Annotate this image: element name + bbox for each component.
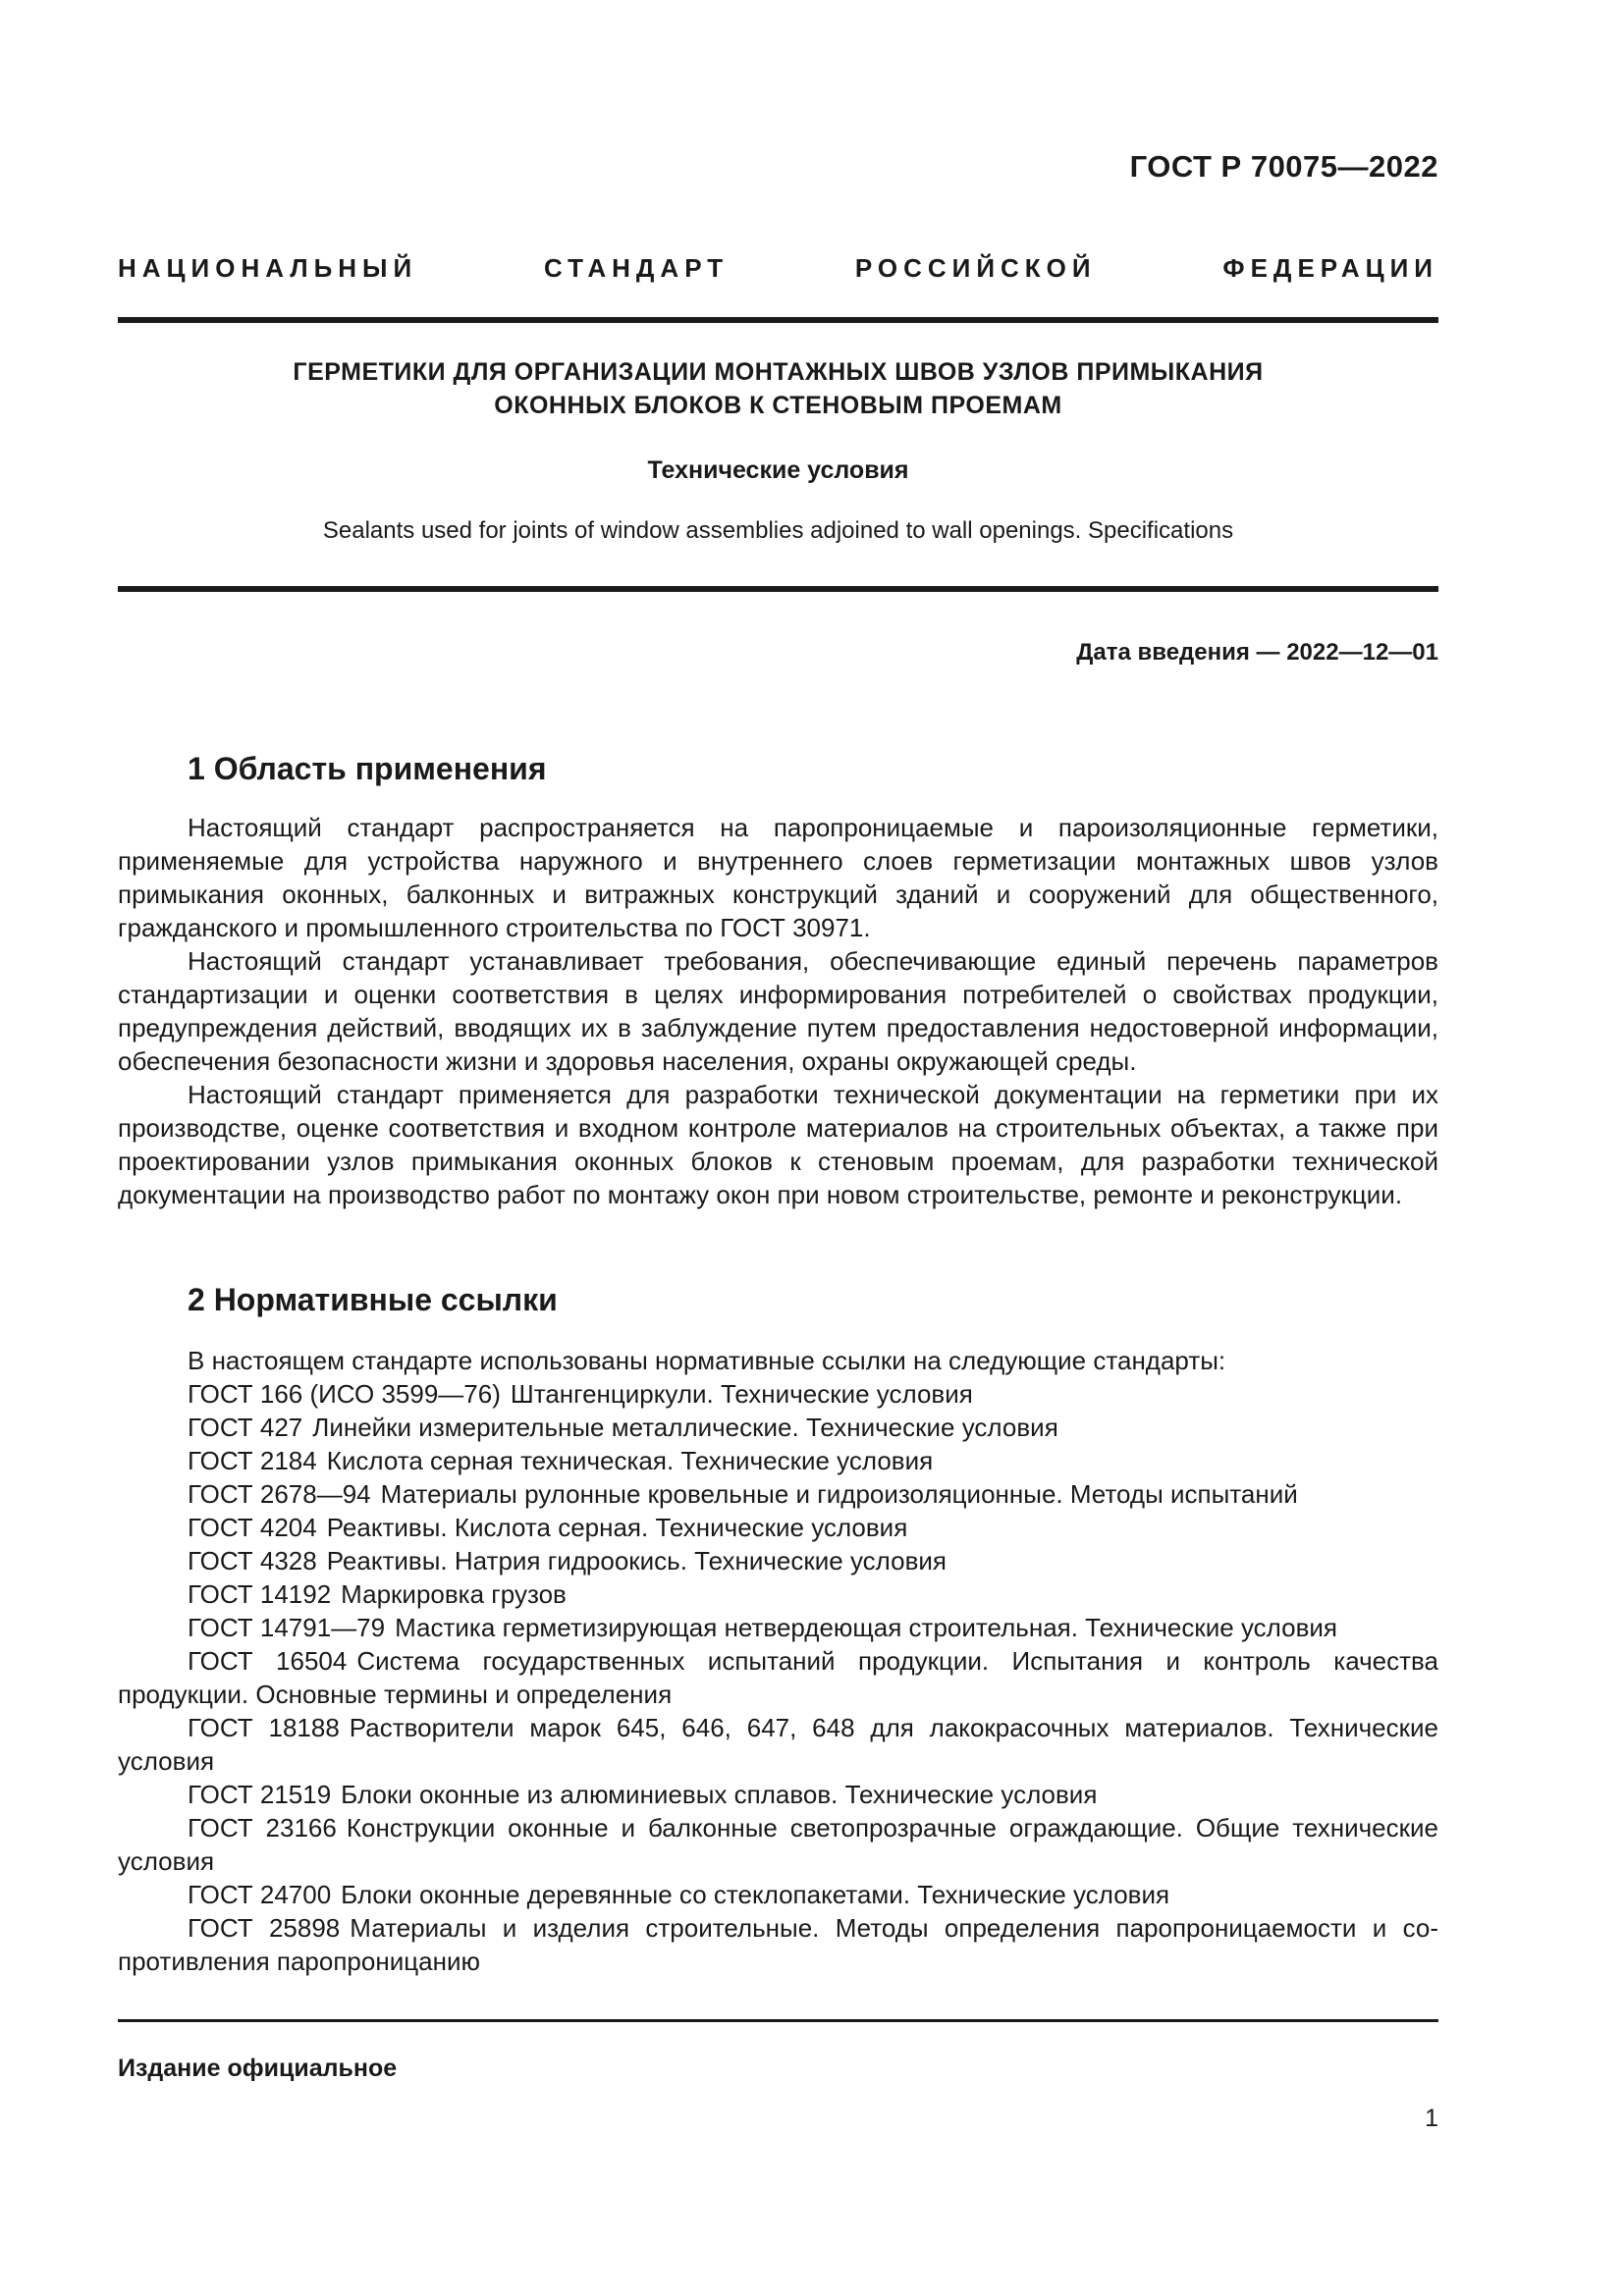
reference-item — [118, 1711, 1438, 1778]
reference-item — [118, 1611, 1438, 1644]
reference-item — [118, 1644, 1438, 1711]
title-line-1: ГЕРМЕТИКИ ДЛЯ ОРГАНИЗАЦИИ МОНТАЖНЫХ ШВОВ УЗЛОВ ПРИМЫКАНИЯ — [293, 358, 1264, 386]
reference-item — [118, 1544, 1438, 1577]
document-subtitle: Технические условия — [647, 456, 909, 484]
reference-code: ГОСТ 4204 — [188, 1513, 317, 1542]
reference-text: Конструкции оконные и балконные светопрозрачные ограждающие. Общие технические условия — [118, 1813, 1438, 1876]
references-intro: В настоящем стандарте использованы нормативные ссылки на следующие стандарты: — [188, 1346, 1226, 1375]
reference-text: Штангенциркули. Технические условия — [510, 1379, 973, 1409]
reference-code: ГОСТ 14192 — [188, 1579, 332, 1609]
reference-code: ГОСТ 21519 — [188, 1780, 332, 1809]
section-1-heading: 1 Область применения — [188, 751, 547, 786]
reference-text: Блоки оконные деревянные со стеклопакетами. Технические условия — [341, 1880, 1170, 1909]
reference-code: ГОСТ 2184 — [188, 1446, 317, 1475]
reference-code: ГОСТ 18188 — [188, 1713, 340, 1742]
introduction-date: Дата введения — 2022—12—01 — [1076, 639, 1438, 666]
reference-code: ГОСТ 166 (ИСО 3599—76) — [188, 1379, 501, 1409]
reference-item — [118, 1878, 1438, 1911]
reference-code: ГОСТ 4328 — [188, 1546, 317, 1575]
section-1-paragraph: Настоящий стандарт устанавливает требования, обеспечивающие единый перечень параметров стандартизации и оценки соответствия в целях информирования потребителей о свойствах продукции, предупреждения действий, вводящих их в заблуждение путем предоставления недостоверной информации, обеспечения безопасности жизни и здоровья населения, охраны окружающей среды. — [118, 946, 1438, 1076]
top-divider — [118, 317, 1438, 323]
official-edition-label: Издание официальное — [118, 2055, 398, 2082]
title-line-2: ОКОННЫХ БЛОКОВ К СТЕНОВЫМ ПРОЕМАМ — [494, 392, 1062, 419]
reference-text: Материалы рулонные кровельные и гидроизоляционные. Методы испытаний — [380, 1479, 1298, 1509]
reference-code: ГОСТ 25898 — [188, 1913, 341, 1943]
reference-text: Реактивы. Кислота серная. Технические условия — [326, 1513, 908, 1542]
reference-code: ГОСТ 14791—79 — [188, 1613, 386, 1642]
reference-item — [118, 1811, 1438, 1878]
section-2-heading: 2 Нормативные ссылки — [188, 1282, 558, 1317]
reference-code: ГОСТ 24700 — [188, 1880, 332, 1909]
reference-item — [118, 1911, 1438, 1978]
reference-code: ГОСТ 16504 — [188, 1646, 348, 1676]
reference-item — [118, 1377, 1438, 1411]
reference-item — [118, 1477, 1438, 1511]
footer-divider — [118, 2019, 1438, 2022]
reference-code: ГОСТ 23166 — [188, 1813, 337, 1842]
reference-text: Реактивы. Натрия гидроокись. Технические условия — [326, 1546, 947, 1575]
section-1-body — [118, 811, 1438, 1211]
reference-code: ГОСТ 427 — [188, 1413, 303, 1442]
section-1-paragraph: Настоящий стандарт применяется для разработки технической документации на герметики при их производстве, оценке соответствия и входном контроле материалов на строительных объектах, а также при проектировании узлов примыкания оконных блоков к стеновым проемам, для разработки технической документации на производство работ по монтажу окон при новом строительстве, ремонте и реконструкции. — [118, 1080, 1438, 1209]
reference-item — [118, 1511, 1438, 1544]
reference-text: Маркировка грузов — [341, 1579, 567, 1609]
reference-text: Блоки оконные из алюминиевых сплавов. Технические условия — [341, 1780, 1098, 1809]
reference-text: Материалы и изделия строительные. Методы определения паропроницаемости и сопротивления паропроницанию — [118, 1913, 1438, 1976]
normative-references — [118, 1344, 1438, 1978]
document-title — [118, 355, 1438, 422]
reference-item — [118, 1444, 1438, 1477]
national-standard-banner: НАЦИОНАЛЬНЫЙ СТАНДАРТ РОССИЙСКОЙ ФЕДЕРАЦИИ — [118, 253, 1438, 283]
reference-text: Растворители марок 645, 646, 647, 648 для лакокрасочных материалов. Технические условия — [118, 1713, 1438, 1776]
english-title: Sealants used for joints of window assemblies adjoined to wall openings. Specifications — [322, 517, 1234, 544]
reference-item — [118, 1778, 1438, 1811]
reference-text: Мастика герметизирующая нетвердеющая строительная. Технические условия — [395, 1613, 1338, 1642]
reference-text: Кислота серная техническая. Технические условия — [326, 1446, 934, 1475]
document-number: ГОСТ Р 70075—2022 — [1129, 149, 1438, 184]
section-1-paragraph: Настоящий стандарт распространяется на паропроницаемые и пароизоляционные герметики, применяемые для устройства наружного и внутреннего слоев герметизации монтажных швов узлов примыкания оконных, балконных и витражных конструкций зданий и сооружений для общественного, гражданского и промышленного строительства по ГОСТ 30971. — [118, 813, 1438, 942]
page-number: 1 — [1425, 2105, 1438, 2132]
reference-item — [118, 1577, 1438, 1611]
reference-code: ГОСТ 2678—94 — [188, 1479, 371, 1509]
reference-item — [118, 1411, 1438, 1444]
title-divider — [118, 586, 1438, 592]
reference-text: Система государственных испытаний продукции. Испытания и контроль качества продукции. Основные термины и определения — [118, 1646, 1438, 1709]
reference-text: Линейки измерительные металлические. Технические условия — [312, 1413, 1058, 1442]
